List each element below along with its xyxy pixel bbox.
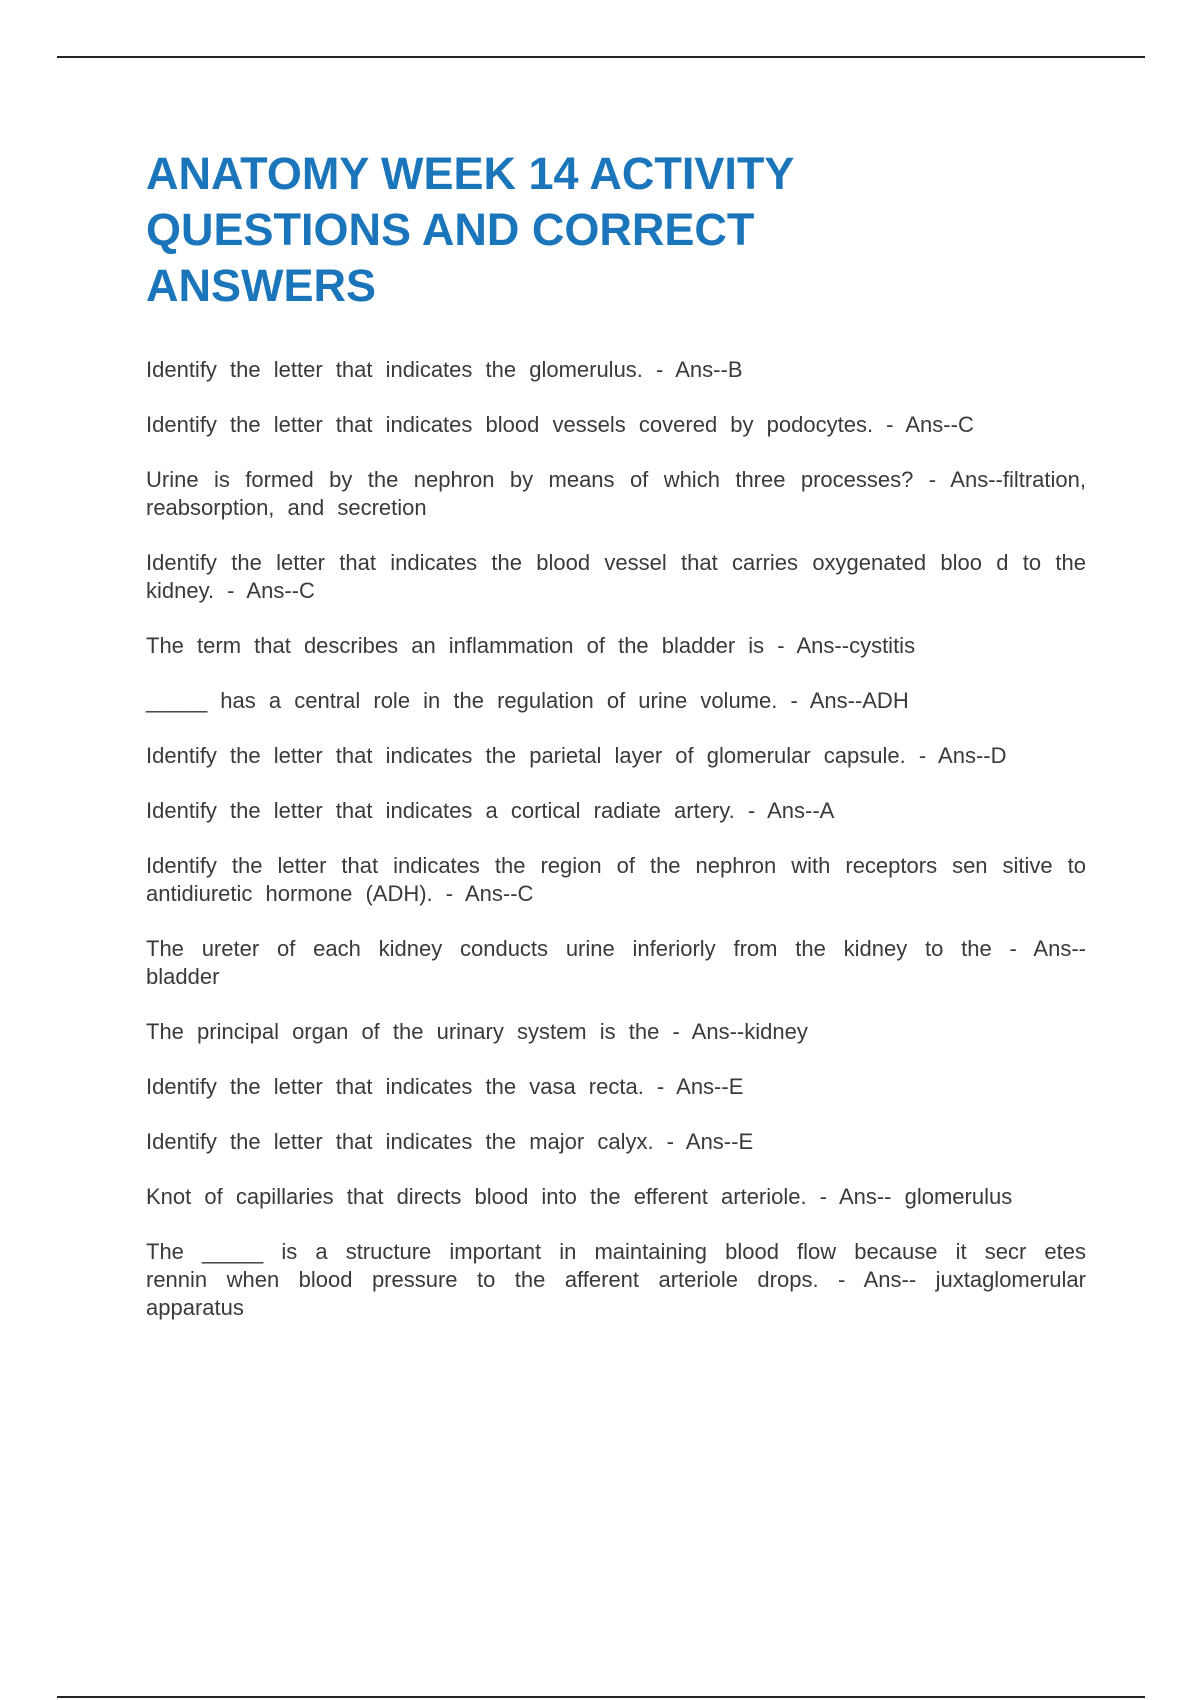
qa-item: Identify the letter that indicates a cortical radiate artery. - Ans--A (146, 798, 835, 823)
qa-item: The ureter of each kidney conducts urine inferiorly from the kidney to the - Ans--bladder (146, 936, 1086, 989)
top-rule (57, 56, 1145, 58)
qa-item: Identify the letter that indicates the major calyx. - Ans--E (146, 1129, 754, 1154)
qa-item: Identify the letter that indicates the parietal layer of glomerular capsule. - Ans--D (146, 743, 1007, 768)
document-body (146, 146, 1086, 1349)
document-title: ANATOMY WEEK 14 ACTIVITY QUESTIONS AND CORRECT ANSWERS (146, 148, 794, 311)
qa-item: Identify the letter that indicates the vasa recta. - Ans--E (146, 1074, 744, 1099)
qa-item: _____ has a central role in the regulation of urine volume. - Ans--ADH (146, 688, 909, 713)
qa-item: Knot of capillaries that directs blood into the efferent arteriole. - Ans-- glomerulus (146, 1184, 1013, 1209)
qa-list (146, 356, 1086, 1322)
qa-item: The principal organ of the urinary system is the - Ans--kidney (146, 1019, 808, 1044)
qa-item: Identify the letter that indicates the region of the nephron with receptors sen sitive to antidiuretic hormone (ADH). - Ans--C (146, 853, 1086, 906)
qa-item: Identify the letter that indicates blood vessels covered by podocytes. - Ans--C (146, 412, 974, 437)
qa-item: Urine is formed by the nephron by means of which three processes? - Ans--filtration, reabsorption, and secretion (146, 467, 1086, 520)
qa-item: Identify the letter that indicates the glomerulus. - Ans--B (146, 357, 743, 382)
qa-item: Identify the letter that indicates the blood vessel that carries oxygenated bloo d to the kidney. - Ans--C (146, 550, 1086, 603)
bottom-rule (57, 1696, 1145, 1698)
qa-item: The term that describes an inflammation of the bladder is - Ans--cystitis (146, 633, 916, 658)
qa-item: The _____ is a structure important in maintaining blood flow because it secr etes rennin when blood pressure to the afferent arteriole drops. - Ans-- juxtaglomerular apparatus (146, 1239, 1086, 1320)
